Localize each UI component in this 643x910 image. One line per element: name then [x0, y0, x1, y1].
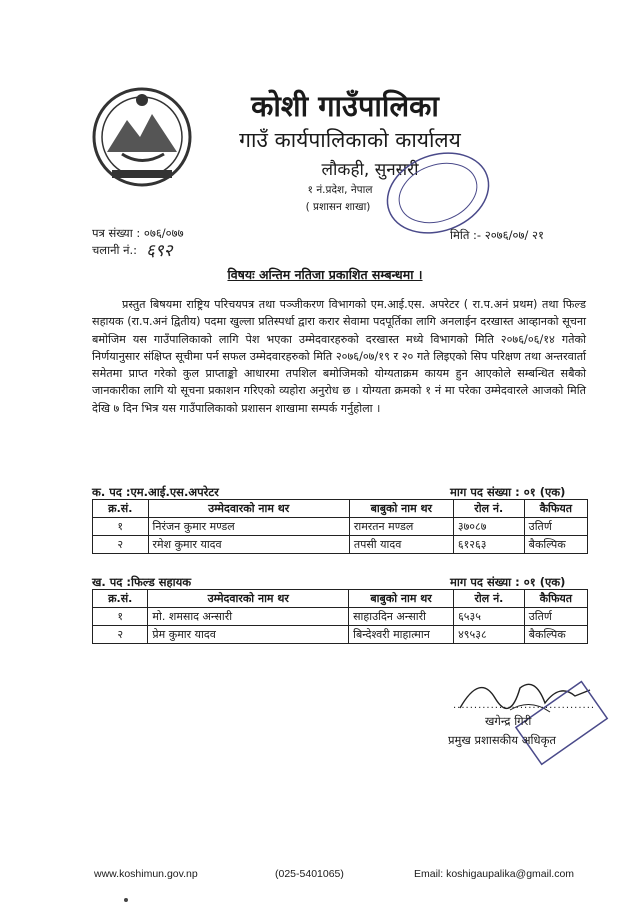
cell-father: रामरतन मण्डल: [349, 518, 453, 536]
table-row: [93, 518, 588, 536]
cell-sn: १: [93, 518, 149, 536]
municipality-title: कोशी गाउँपालिका: [251, 89, 439, 123]
col-father: बाबुको नाम थर: [349, 590, 454, 608]
col-candidate: उम्मेदवारको नाम थर: [148, 590, 349, 608]
footer-website[interactable]: www.koshimun.gov.np: [94, 868, 198, 880]
col-remarks: कैफियत: [524, 500, 587, 518]
signatory-title: प्रमुख प्रशासकीय अधिकृत: [448, 733, 556, 747]
col-sn: क्र.सं.: [93, 590, 148, 608]
table-row: [93, 608, 588, 626]
cell-remarks: बैकल्पिक: [524, 536, 587, 554]
cell-father: बिन्देश्वरी माहात्मान: [349, 626, 454, 644]
col-father: बाबुको नाम थर: [349, 500, 453, 518]
dispatch-number: ६९२: [146, 241, 173, 261]
dispatch-label: चलानी नं.:: [92, 243, 138, 257]
cell-roll: ३७०८७: [453, 518, 524, 536]
branch-line: ( प्रशासन शाखा): [305, 201, 371, 213]
nepal-emblem-icon: [82, 82, 202, 192]
cell-sn: १: [93, 608, 148, 626]
cell-candidate: निरंजन कुमार मण्डल: [148, 518, 349, 536]
col-remarks: कैफियत: [524, 590, 587, 608]
office-name: गाउँ कार्यपालिकाको कार्यालय: [239, 128, 461, 152]
signatory-name: खगेन्द्र गिरी: [485, 714, 532, 728]
cell-roll: ६१२६३: [453, 536, 524, 554]
office-location: लौकही, सुनसरी: [321, 160, 419, 180]
col-roll: रोल नं.: [453, 500, 524, 518]
table-header-row: [93, 500, 588, 518]
cell-candidate: रमेश कुमार यादव: [148, 536, 349, 554]
table-row: [93, 536, 588, 554]
footer-email[interactable]: Email: koshigaupalika@gmail.com: [414, 868, 575, 880]
notice-body: प्रस्तुत बिषयमा राष्ट्रिय परिचयपत्र तथा पञ्जीकरण विभागको एम.आई.एस. अपरेटर ( रा.प.अनं प्रथम) तथा फिल्ड सहायक (रा.प.अनं द्वितीय) पदमा खुल्ला प्रतिस्पर्धा द्वारा करार सेवामा पदपूर्तिका लागि अनलाईन दरखास्त आव्हानको सूचना बमोजिम यस गाउँपालिकाको लागि पेश भएका उम्मेदवारहरुको दरखास्त मध्ये विभागको मिति २०७६/०६/१४ गतेको निर्णयानुसार संक्षिप्त सूचीमा पर्न सफल उम्मेदवारहरुको मिति २०७६/०७/१९ र २० गते लिइएको सिप परिक्षण तथा अन्तरवार्ता समेतमा प्राप्त गरेको कुल प्राप्ताङ्को आधारमा तपशिल बमोजिमको योग्यताक्रम कायम हुन आएकोले सम्बन्धित सबैको जानकारीका लागि यो सूचना प्रकाशन गरिएको व्यहोरा अनुरोध छ । योग्यता क्रमको १ नं मा परेका उम्मेदवारले आजको मिति देखि ७ दिन भित्र यस गाउँपालिकाको प्रशासन शाखामा सम्पर्क गर्नुहोला ।: [92, 298, 586, 415]
letter-date: मिति :- २०७६/०७/ २१: [450, 228, 544, 242]
col-roll: रोल नं.: [454, 590, 525, 608]
cell-remarks: उतिर्ण: [524, 518, 587, 536]
cell-father: साहाउदिन अन्सारी: [349, 608, 454, 626]
cell-sn: २: [93, 536, 149, 554]
signature-line: ..................................: [453, 700, 596, 711]
cell-father: तपसी यादव: [349, 536, 453, 554]
section-b-title: ख. पद :फिल्ड सहायक: [92, 575, 192, 589]
cell-candidate: मो. शमसाद अन्सारी: [148, 608, 349, 626]
result-table-mis-operator: [92, 499, 588, 554]
province-line: १ नं.प्रदेश, नेपाल: [307, 184, 373, 196]
footer-phone: (025-5401065): [275, 868, 344, 880]
section-a-title: क. पद :एम.आई.एस.अपरेटर: [92, 485, 219, 499]
cell-roll: ६५३५: [454, 608, 525, 626]
section-b-posts: माग पद संख्या : ०१ (एक): [450, 575, 566, 589]
cell-candidate: प्रेम कुमार यादव: [148, 626, 349, 644]
col-candidate: उम्मेदवारको नाम थर: [148, 500, 349, 518]
cell-sn: २: [93, 626, 148, 644]
cell-remarks: बैकल्पिक: [524, 626, 587, 644]
letter-number: पत्र संख्या : ०७६/०७७: [92, 226, 184, 240]
punch-mark: [124, 898, 128, 902]
section-a-posts: माग पद संख्या : ०१ (एक): [450, 485, 566, 499]
result-table-field-assistant: [92, 589, 588, 644]
office-stamp-icon: [378, 148, 498, 238]
col-sn: क्र.सं.: [93, 500, 149, 518]
table-row: [93, 626, 588, 644]
cell-remarks: उतिर्ण: [524, 608, 587, 626]
table-header-row: [93, 590, 588, 608]
subject-line: विषयः अन्तिम नतिजा प्रकाशित सम्बन्धमा ।: [227, 267, 423, 282]
cell-roll: ४९५३८: [454, 626, 525, 644]
